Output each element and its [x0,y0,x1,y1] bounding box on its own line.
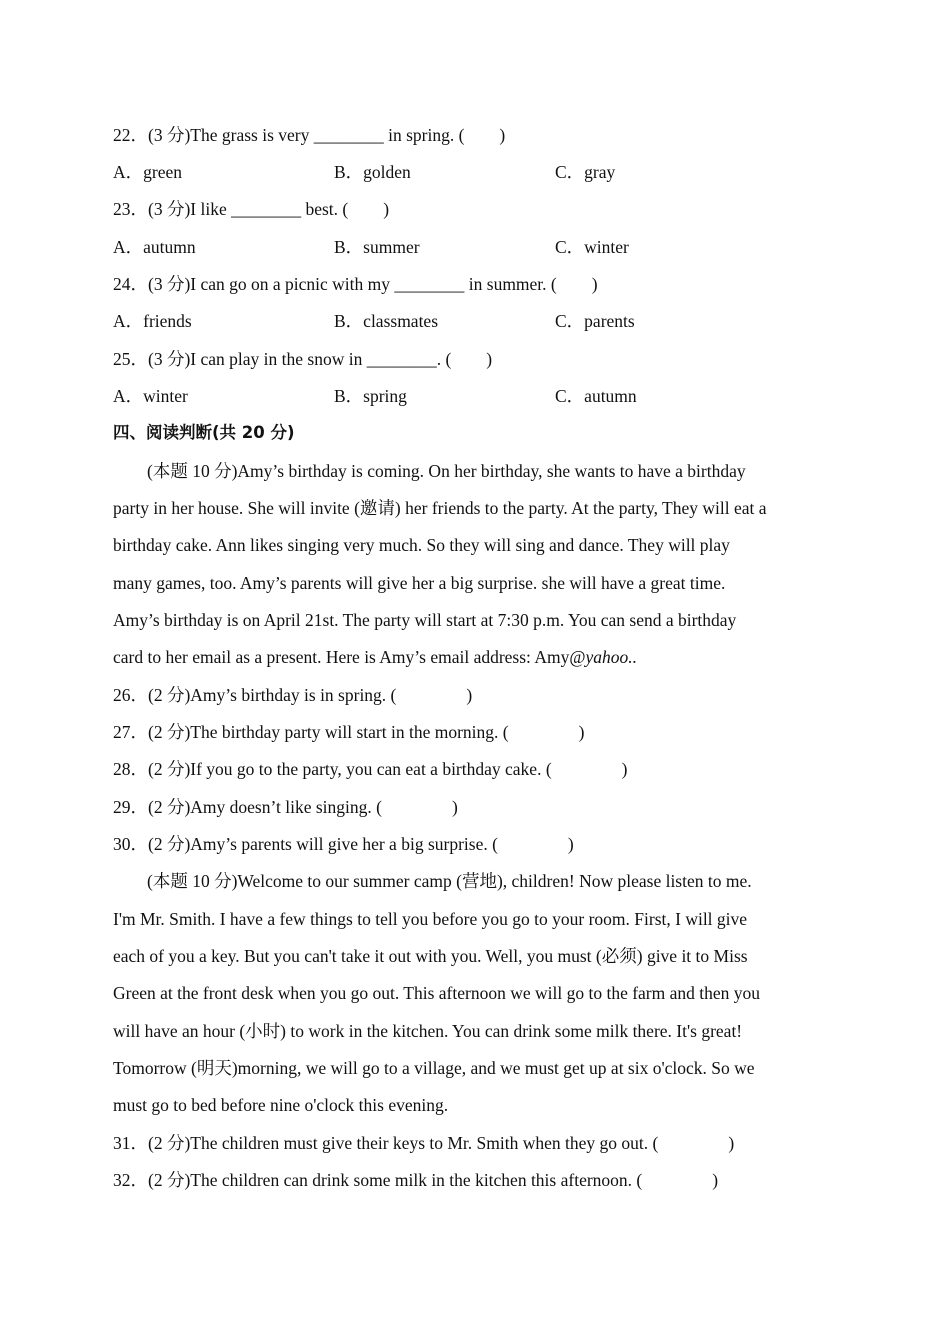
passage-1-last-line [113,646,637,668]
question-24-stem: 24．(3 分)I can go on a picnic with my ________ in summer. ( ) [113,274,598,294]
passage-2-line: will have an hour (小时) to work in the kitchen. You can drink some milk there. It's great! [113,1021,743,1041]
question-27: 27．(2 分)The birthday party will start in the morning. ( ) [113,722,585,742]
passage-1-line: Amy’s birthday is on April 21st. The party will start at 7:30 p.m. You can send a birthday [113,610,737,630]
question-31: 31．(2 分)The children must give their keys to Mr. Smith when they go out. ( ) [113,1133,735,1153]
section-heading: 四、阅读判断(共 20 分) [113,423,295,442]
question-23-stem: 23．(3 分)I like ________ best. ( ) [113,199,390,219]
question-24-option-b: B．classmates [334,311,439,331]
question-32: 32．(2 分)The children can drink some milk in the kitchen this afternoon. ( ) [113,1170,719,1190]
passage-1-line: birthday cake. Ann likes singing very much. So they will sing and dance. They will play [113,535,730,555]
passage-2-line: Green at the front desk when you go out. This afternoon we will go to the farm and then you [113,983,761,1003]
question-28: 28．(2 分)If you go to the party, you can eat a birthday cake. ( ) [113,759,628,779]
passage-2-line: each of you a key. But you can't take it out with you. Well, you must (必须) give it to Miss [113,946,748,966]
passage-2-line: Tomorrow (明天)morning, we will go to a village, and we must get up at six o'clock. So we [113,1058,755,1078]
question-25-option-b: B．spring [334,386,407,406]
question-23-option-b: B．summer [334,237,420,257]
question-22-stem: 22．(3 分)The grass is very ________ in spring. ( ) [113,125,506,145]
passage-1-line: (本题 10 分)Amy’s birthday is coming. On her birthday, she wants to have a birthday [147,461,746,481]
question-25-stem: 25．(3 分)I can play in the snow in ________. ( ) [113,349,493,369]
question-22-option-c: C．gray [555,162,616,182]
email-domain: yahoo.. [585,647,637,667]
passage-2-line: (本题 10 分)Welcome to our summer camp (营地), children! Now please listen to me. [147,871,752,891]
passage-1-text: card to her email as a present. Here is Amy’s email address: Amy@ [113,647,586,667]
passage-1-line: many games, too. Amy’s parents will give her a big surprise. she will have a great time. [113,573,726,593]
question-24-option-a: A．friends [113,311,192,331]
question-23-option-a: A．autumn [113,237,196,257]
question-24-option-c: C．parents [555,311,635,331]
passage-2-line: must go to bed before nine o'clock this evening. [113,1095,449,1115]
question-25-option-c: C．autumn [555,386,637,406]
question-29: 29．(2 分)Amy doesn’t like singing. ( ) [113,797,458,817]
question-22-option-a: A．green [113,162,183,182]
question-22-option-b: B．golden [334,162,411,182]
question-26: 26．(2 分)Amy’s birthday is in spring. ( ) [113,685,473,705]
passage-2-line: I'm Mr. Smith. I have a few things to tell you before you go to your room. First, I will give [113,909,748,929]
question-30: 30．(2 分)Amy’s parents will give her a big surprise. ( ) [113,834,574,854]
question-23-option-c: C．winter [555,237,629,257]
passage-1-line: party in her house. She will invite (邀请) her friends to the party. At the party, They will eat a [113,498,767,518]
question-25-option-a: A．winter [113,386,188,406]
